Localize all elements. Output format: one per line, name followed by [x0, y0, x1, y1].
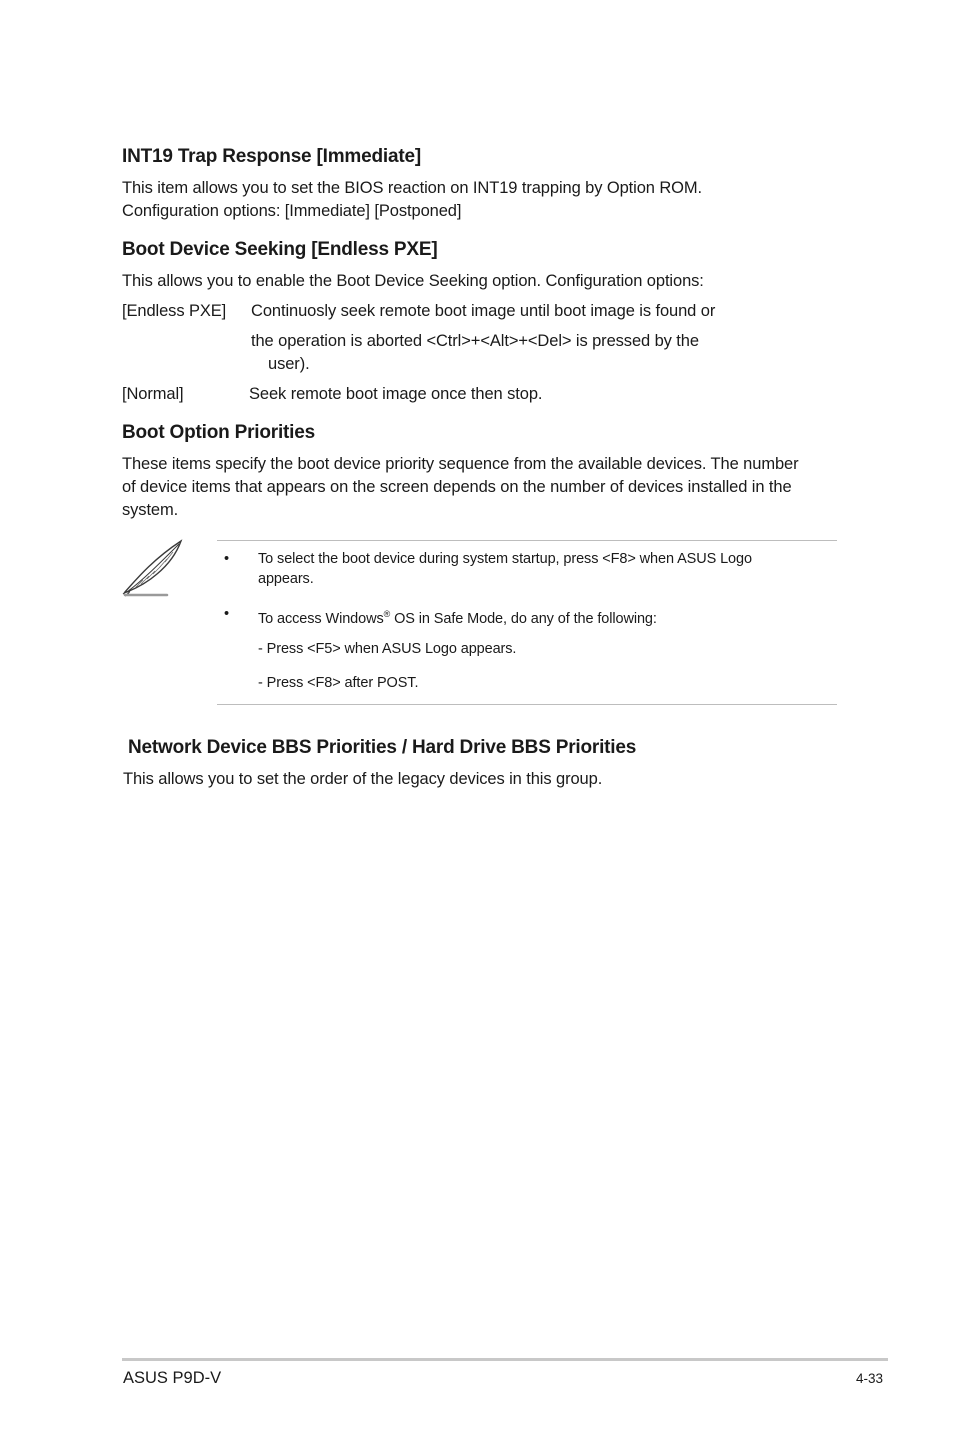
boot-priorities-line2: of device items that appears on the screen depends on the number of devices installed in the [122, 478, 792, 496]
note-sub2: - Press <F8> after POST. [258, 675, 419, 691]
note-item2-pre: To access Windows [258, 611, 384, 627]
footer-page-number: 4-33 [856, 1371, 884, 1386]
boot-seeking-intro: This allows you to enable the Boot Device Seeking option. Configuration options: [122, 272, 704, 290]
option-desc-normal: Seek remote boot image once then stop. [249, 385, 543, 403]
int19-heading: INT19 Trap Response [Immediate] [122, 146, 421, 167]
option-desc-endless-pxe-line2: the operation is aborted <Ctrl>+<Alt>+<Del> is pressed by the [251, 332, 699, 350]
note-bullet-1: • [224, 551, 229, 567]
note-bullet-2: • [224, 606, 229, 622]
option-desc-endless-pxe-line1: Continuosly seek remote boot image until boot image is found or [251, 302, 716, 320]
note-sub1: - Press <F5> when ASUS Logo appears. [258, 641, 517, 657]
footer-product: ASUS P9D-V [123, 1369, 222, 1387]
note-item2 [258, 604, 657, 629]
feather-pen-icon [121, 538, 185, 598]
note-bottom-rule [217, 704, 837, 705]
bbs-heading: Network Device BBS Priorities / Hard Drive BBS Priorities [128, 737, 637, 758]
int19-text-line1: This item allows you to set the BIOS reaction on INT19 trapping by Option ROM. [122, 179, 703, 197]
boot-seeking-heading: Boot Device Seeking [Endless PXE] [122, 239, 438, 260]
note-top-rule [217, 540, 837, 541]
option-term-normal: [Normal] [122, 385, 184, 403]
registered-mark: ® [383, 609, 391, 619]
boot-priorities-line1: These items specify the boot device priority sequence from the available devices. The number [122, 455, 799, 473]
boot-priorities-heading: Boot Option Priorities [122, 422, 315, 443]
bbs-text: This allows you to set the order of the legacy devices in this group. [123, 770, 603, 788]
note-item1-line1: To select the boot device during system startup, press <F8> when ASUS Logo [258, 551, 752, 567]
note-item2-post: OS in Safe Mode, do any of the following: [390, 611, 657, 627]
footer-rule [122, 1358, 888, 1361]
option-desc-endless-pxe-line3: user). [268, 355, 310, 373]
int19-text-line2: Configuration options: [Immediate] [Postponed] [122, 202, 462, 220]
note-item1-line2: appears. [258, 571, 314, 587]
boot-priorities-line3: system. [122, 501, 179, 519]
option-term-endless-pxe: [Endless PXE] [122, 302, 227, 320]
